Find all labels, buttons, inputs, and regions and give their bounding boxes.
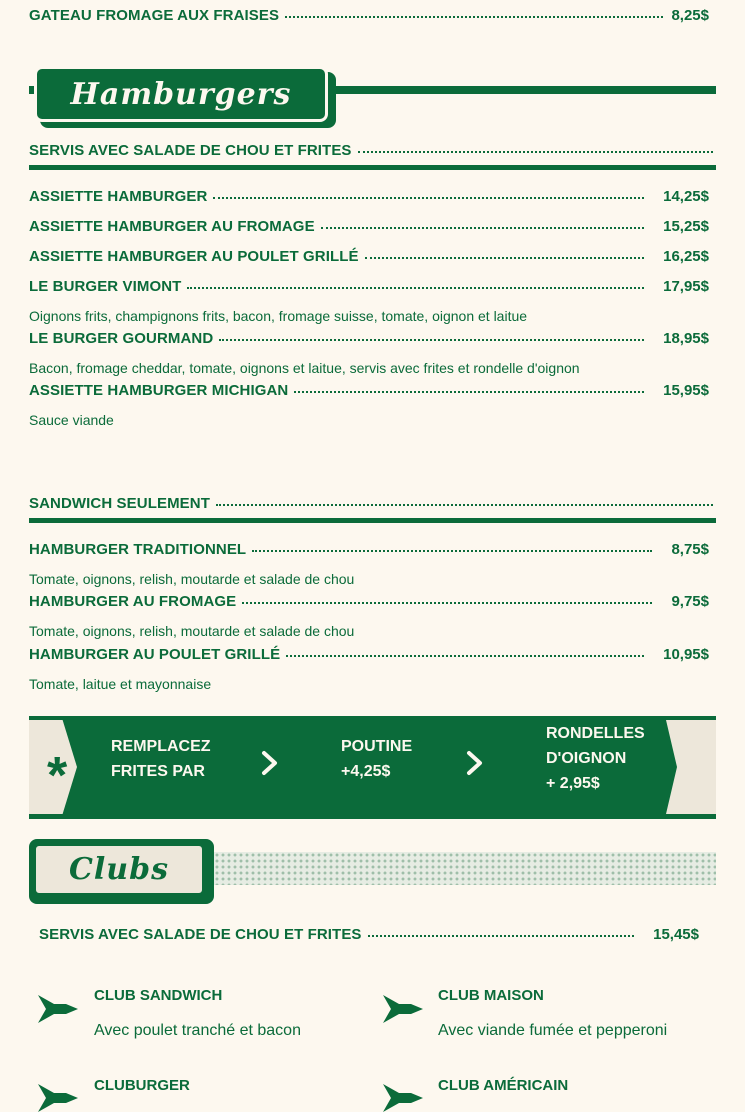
item-description: Bacon, fromage cheddar, tomate, oignons et laitue, servis avec frites et rondelle d'oignon (29, 360, 580, 376)
section-rule (29, 518, 716, 523)
item-name: ASSIETTE HAMBURGER MICHIGAN (29, 382, 289, 399)
menu-item (29, 248, 709, 265)
promo-option-poutine (341, 734, 412, 784)
promo-option-rondelles (546, 721, 645, 796)
item-price: 8,75$ (671, 541, 709, 558)
item-price: 8,25$ (671, 7, 709, 24)
item-name: HAMBURGER TRADITIONNEL (29, 541, 247, 558)
item-price: 18,95$ (663, 330, 709, 347)
club-item-description: Avec viande fumée et pepperoni (438, 1022, 668, 1039)
arrow-icon (38, 995, 78, 1023)
hamburgers-subtitle-row (29, 142, 713, 159)
dot-leader (368, 935, 635, 937)
item-name: LE BURGER GOURMAND (29, 330, 214, 347)
dot-leader (242, 602, 652, 604)
item-name: HAMBURGER AU FROMAGE (29, 593, 237, 610)
menu-item (29, 382, 709, 399)
item-name: ASSIETTE HAMBURGER AU POULET GRILLÉ (29, 248, 359, 265)
section-subtitle: SERVIS AVEC SALADE DE CHOU ET FRITES (29, 142, 352, 159)
dot-leader (285, 16, 663, 18)
dot-leader (216, 504, 713, 506)
dot-leader (321, 227, 644, 229)
promo-replace-text (111, 734, 211, 784)
menu-item (29, 330, 709, 347)
item-name: GATEAU FROMAGE AUX FRAISES (29, 7, 280, 24)
promo-option1-line2: +4,25$ (341, 763, 391, 780)
item-price: 9,75$ (671, 593, 709, 610)
menu-item (29, 593, 709, 610)
item-name: HAMBURGER AU POULET GRILLÉ (29, 646, 281, 663)
menu-item-gateau (29, 7, 709, 24)
dot-leader (365, 257, 644, 259)
asterisk-icon: * (47, 747, 68, 805)
clubs-subtitle-row (39, 926, 699, 943)
item-price: 15,95$ (663, 382, 709, 399)
clubs-banner (33, 843, 205, 896)
promo-option2-line2: D'OIGNON (546, 750, 627, 767)
banner-line-right (330, 86, 716, 94)
replace-fries-banner (29, 716, 716, 819)
item-price: 17,95$ (663, 278, 709, 295)
section-title-clubs: Clubs (69, 852, 169, 887)
item-name: LE BURGER VIMONT (29, 278, 182, 295)
item-name: ASSIETTE HAMBURGER (29, 188, 208, 205)
menu-item (29, 188, 709, 205)
item-price: 14,25$ (663, 188, 709, 205)
menu-item (29, 278, 709, 295)
menu-item (29, 646, 709, 663)
club-item-description: Avec poulet tranché et bacon (94, 1022, 301, 1039)
arrow-icon (38, 1084, 78, 1112)
item-price: 16,25$ (663, 248, 709, 265)
hamburgers-banner (34, 66, 328, 122)
club-item-name: CLUB MAISON (438, 987, 544, 1004)
dot-leader (187, 287, 644, 289)
promo-option2-line3: + 2,95$ (546, 775, 600, 792)
promo-right-panel (666, 720, 716, 814)
item-description: Sauce viande (29, 412, 114, 428)
item-description: Oignons frits, champignons frits, bacon, fromage suisse, tomate, oignon et laitue (29, 308, 528, 324)
dotted-pattern-band (214, 852, 716, 885)
promo-replace-line2: FRITES PAR (111, 763, 205, 780)
section-rule (29, 165, 716, 170)
item-name: ASSIETTE HAMBURGER AU FROMAGE (29, 218, 315, 235)
section-title-hamburgers: Hamburgers (70, 76, 292, 112)
dot-leader (219, 339, 644, 341)
chevron-right-icon (261, 750, 279, 783)
item-price: 15,25$ (663, 218, 709, 235)
promo-option2-line1: RONDELLES (546, 725, 645, 742)
section-subtitle: SERVIS AVEC SALADE DE CHOU ET FRITES (39, 926, 362, 943)
menu-item (29, 541, 709, 558)
arrow-icon (383, 1084, 423, 1112)
club-item-name: CLUB AMÉRICAIN (438, 1077, 569, 1094)
dot-leader (252, 550, 652, 552)
menu-item (29, 218, 709, 235)
dot-leader (294, 391, 644, 393)
club-item-name: CLUB SANDWICH (94, 987, 223, 1004)
dot-leader (213, 197, 644, 199)
promo-option1-line1: POUTINE (341, 738, 413, 755)
item-price: 10,95$ (663, 646, 709, 663)
club-item-name: CLUBURGER (94, 1077, 190, 1094)
section-subtitle: SANDWICH SEULEMENT (29, 495, 210, 512)
item-description: Tomate, laitue et mayonnaise (29, 676, 212, 692)
promo-replace-line1: REMPLACEZ (111, 738, 211, 755)
sandwich-subtitle-row (29, 495, 713, 512)
section-price: 15,45$ (653, 926, 699, 943)
arrow-icon (383, 995, 423, 1023)
dot-leader (358, 151, 713, 153)
dot-leader (286, 655, 644, 657)
item-description: Tomate, oignons, relish, moutarde et salade de chou (29, 571, 355, 587)
item-description: Tomate, oignons, relish, moutarde et salade de chou (29, 623, 355, 639)
chevron-right-icon (466, 750, 484, 783)
